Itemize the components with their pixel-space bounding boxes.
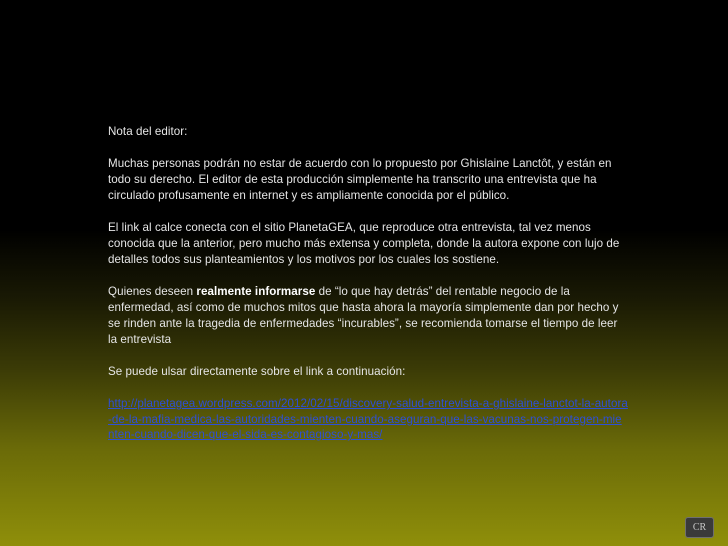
paragraph-4: Se puede ulsar directamente sobre el link a continuación: <box>108 365 406 378</box>
paragraph-1: Muchas personas podrán no estar de acuerdo con lo propuesto por Ghislaine Lanctôt, y están en todo su derecho. El editor de esta producción simplemente ha transcrito una entrevista que ha circulado profusamente en internet y es ampliamente conocida por el público. <box>108 157 612 202</box>
paragraph-3-bold: realmente informarse <box>196 285 316 298</box>
note-heading: Nota del editor: <box>108 125 188 138</box>
paragraph-3-start: Quienes deseen <box>108 285 197 298</box>
paragraph-3 <box>108 284 628 348</box>
paragraph-3-end: de “lo que hay detrás” del rentable negocio de la enfermedad, así como de muchos mitos que hasta ahora la mayoría simplemente dan por hecho y se rinden ante la tragedia de enfermedades “incurables”, se recomienda tomarse el tiempo de leer la entrevista <box>108 285 619 346</box>
editor-note <box>108 124 628 443</box>
paragraph-2: El link al calce conecta con el sitio PlanetaGEA, que reproduce otra entrevista, tal vez menos conocida que la anterior, pero mucho más extensa y completa, donde la autora expone con lujo de detalles todos sus planteamientos y los motivos por los cuales los sostiene. <box>108 221 620 266</box>
interview-link[interactable]: http://planetagea.wordpress.com/2012/02/15/discovery-salud-entrevista-a-ghislaine-lanctot-la-autora-de-la-mafia-medica-las-autoridades-mienten-cuando-aseguran-que-las-vacunas-nos-protegen-mienten-cuando-dicen-que-el-sida-es-contagioso-y-mas/ <box>108 397 628 441</box>
cr-badge: CR <box>685 517 714 538</box>
